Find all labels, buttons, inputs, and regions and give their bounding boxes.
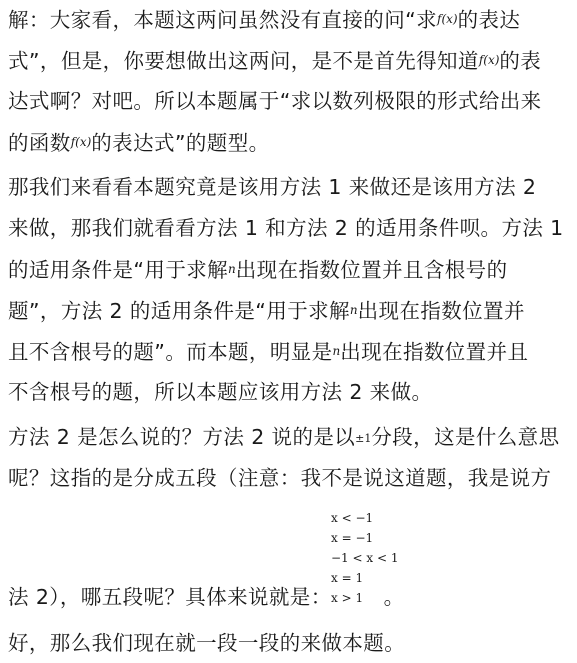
paragraph-line-14: 好，那么我们现在就一段一段的来做本题。 bbox=[8, 631, 406, 655]
text-segment: 的适用条件是“用于求解 bbox=[8, 258, 229, 282]
paragraph-line-1 bbox=[8, 2, 520, 36]
math-n: n bbox=[349, 303, 358, 317]
text-segment: 。 bbox=[383, 585, 405, 609]
case-item: x = −1 bbox=[331, 531, 374, 545]
text-segment: 解：大家看，本题这两问虽然没有直接的问“求 bbox=[8, 8, 438, 32]
text-segment: 出现在指数位置并且含根号的 bbox=[235, 258, 508, 282]
case-item: x < −1 bbox=[331, 511, 374, 525]
paragraph-line-8 bbox=[8, 293, 525, 327]
text-segment: 且不含根号的题”。而本题，明显是 bbox=[8, 340, 333, 364]
text-segment: 出现在指数位置并 bbox=[357, 299, 525, 323]
text-segment: 法 2），哪五段呢？具体来说就是： bbox=[8, 585, 332, 609]
text-segment: 方法 2 是怎么说的？方法 2 说的是以 bbox=[8, 425, 356, 449]
text-segment: 出现在指数位置并且 bbox=[340, 340, 529, 364]
text-segment: 的表达 bbox=[457, 8, 521, 32]
math-n: n bbox=[332, 344, 341, 358]
paragraph-line-5: 那我们来看看本题究竟是该用方法 1 来做还是该用方法 2 bbox=[8, 175, 537, 199]
paragraph-line-10: 不含根号的题，所以本题应该用方法 2 来做。 bbox=[8, 380, 433, 404]
case-item: −1 < x < 1 bbox=[331, 551, 399, 565]
math-n: n bbox=[228, 262, 236, 276]
paragraph-line-9 bbox=[8, 334, 528, 368]
paragraph-line-12: 呢？这指的是分成五段（注意：我不是说这道题，我是说方 bbox=[8, 466, 552, 490]
case-item: x > 1 bbox=[331, 591, 364, 605]
paragraph-line-11 bbox=[8, 420, 559, 454]
text-segment: 的表达式”的题型。 bbox=[91, 131, 270, 155]
text-segment: 题”，方法 2 的适用条件是“用于求解 bbox=[8, 299, 350, 323]
cases-list bbox=[331, 508, 398, 608]
paragraph-line-3: 达式啊？对吧。所以本题属于“求以数列极限的形式给出来 bbox=[8, 89, 542, 113]
text-segment: 的函数 bbox=[8, 131, 71, 155]
text-segment: 式”，但是，你要想做出这两问，是不是首先得知道 bbox=[8, 49, 479, 73]
math-plus-minus-one: ±1 bbox=[355, 432, 372, 445]
paragraph-line-4 bbox=[8, 125, 270, 159]
math-fx: f(x) bbox=[437, 12, 458, 26]
paragraph-line-2 bbox=[8, 43, 541, 77]
text-segment: 分段，这是什么意思 bbox=[371, 425, 560, 449]
paragraph-line-6: 来做，那我们就看看方法 1 和方法 2 的适用条件呗。方法 1 bbox=[8, 216, 564, 240]
text-segment: 的表 bbox=[499, 49, 542, 73]
math-fx: f(x) bbox=[70, 135, 92, 149]
case-item: x = 1 bbox=[331, 571, 364, 585]
paragraph-line-7 bbox=[8, 252, 507, 286]
math-fx: f(x) bbox=[478, 53, 500, 67]
